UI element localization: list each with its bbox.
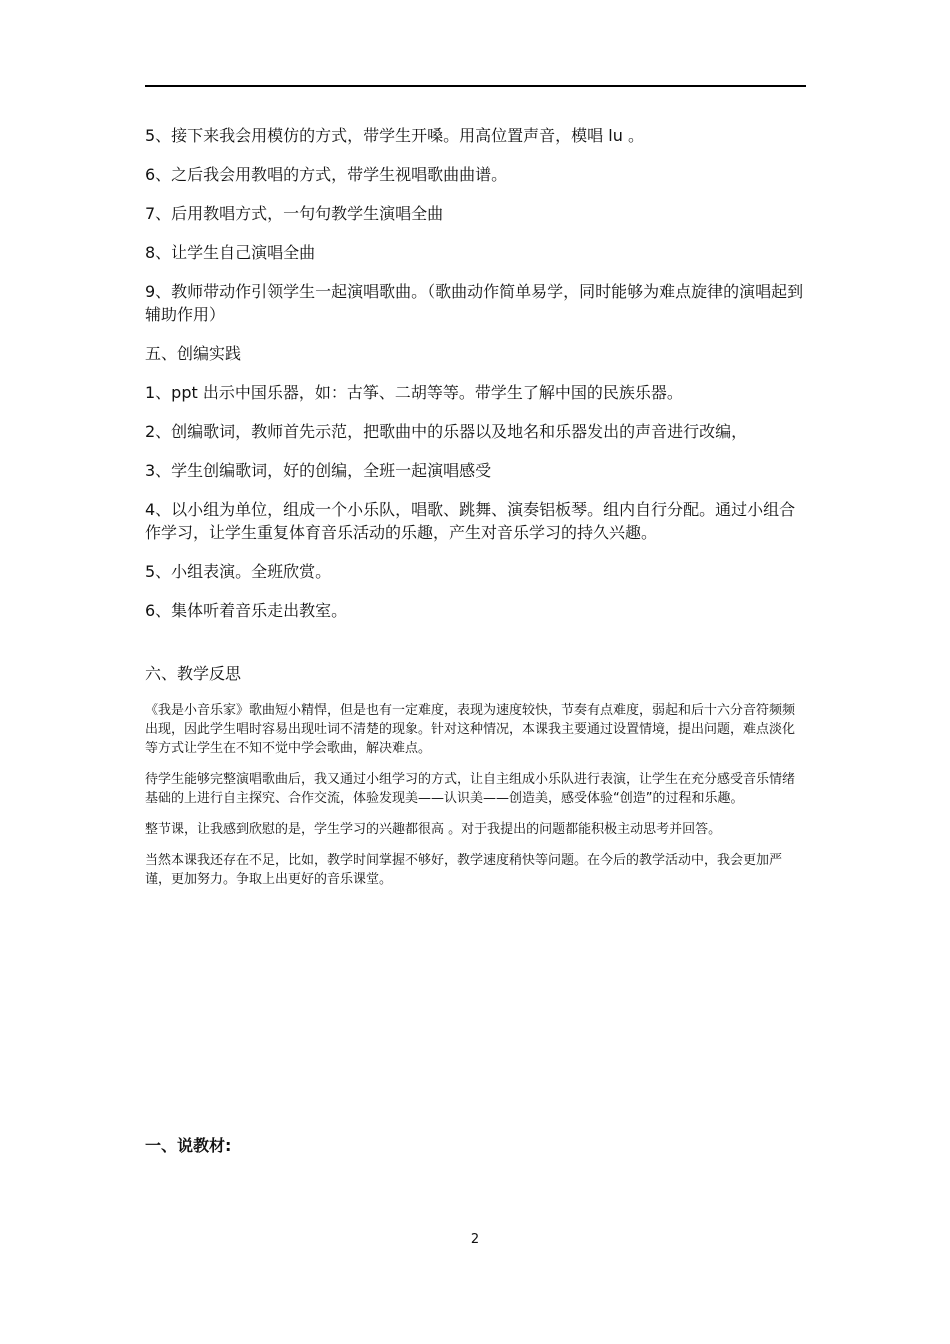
- step-item: 6、之后我会用教唱的方式，带学生视唱歌曲曲谱。: [145, 165, 508, 184]
- reflection-paragraph: 《我是小音乐家》歌曲短小精悍，但是也有一定难度，表现为速度较快，节奏有点难度，弱起和后十六分音符频频出现，因此学生唱时容易出现吐词不清楚的现象。针对这种情况，本课我主要通过设置情境，提出问题，难点淡化等方式让学生在不知不觉中学会歌曲，解决难点。: [145, 703, 796, 756]
- practice-item: 2、创编歌词，教师首先示范，把歌曲中的乐器以及地名和乐器发出的声音进行改编，: [145, 422, 748, 441]
- reflection-paragraph: 整节课，让我感到欣慰的是，学生学习的兴趣都很高 。对于我提出的问题都能积极主动思考并回答。: [145, 822, 722, 837]
- practice-item: 3、学生创编歌词，好的创编，全班一起演唱感受: [145, 461, 492, 480]
- header-rule: [145, 85, 806, 87]
- step-item: 7、后用教唱方式，一句句教学生演唱全曲: [145, 204, 444, 223]
- practice-item: 6、集体听着音乐走出教室。: [145, 601, 348, 620]
- practice-item: 5、小组表演。全班欣赏。: [145, 562, 332, 581]
- step-item: 5、接下来我会用模仿的方式，带学生开嗓。用高位置声音，模唱 lu 。: [145, 126, 644, 145]
- page-number: 2: [470, 1232, 480, 1247]
- next-section-heading: 一、说教材:: [145, 1136, 232, 1155]
- section-title-creative-practice: 五、创编实践: [145, 344, 242, 363]
- reflection-paragraph: 当然本课我还存在不足，比如，教学时间掌握不够好，教学速度稍快等问题。在今后的教学活动中，我会更加严谨，更加努力。争取上出更好的音乐课堂。: [145, 853, 783, 887]
- step-item: 9、教师带动作引领学生一起演唱歌曲。（歌曲动作简单易学，同时能够为难点旋律的演唱起到辅助作用）: [145, 282, 804, 324]
- reflection-paragraph: 待学生能够完整演唱歌曲后，我又通过小组学习的方式，让自主组成小乐队进行表演，让学生在充分感受音乐情绪基础的上进行自主探究、合作交流，体验发现美——认识美——创造美，感受体验“创造”的过程和乐趣。: [145, 772, 796, 806]
- practice-item: 4、以小组为单位，组成一个小乐队，唱歌、跳舞、演奏铝板琴。组内自行分配。通过小组合作学习，让学生重复体育音乐活动的乐趣，产生对音乐学习的持久兴趣。: [145, 500, 796, 542]
- document-body: [145, 124, 806, 901]
- step-item: 8、让学生自己演唱全曲: [145, 243, 316, 262]
- practice-item: 1、ppt 出示中国乐器，如：古筝、二胡等等。带学生了解中国的民族乐器。: [145, 383, 683, 402]
- section-title-teaching-reflection: 六、教学反思: [145, 664, 242, 683]
